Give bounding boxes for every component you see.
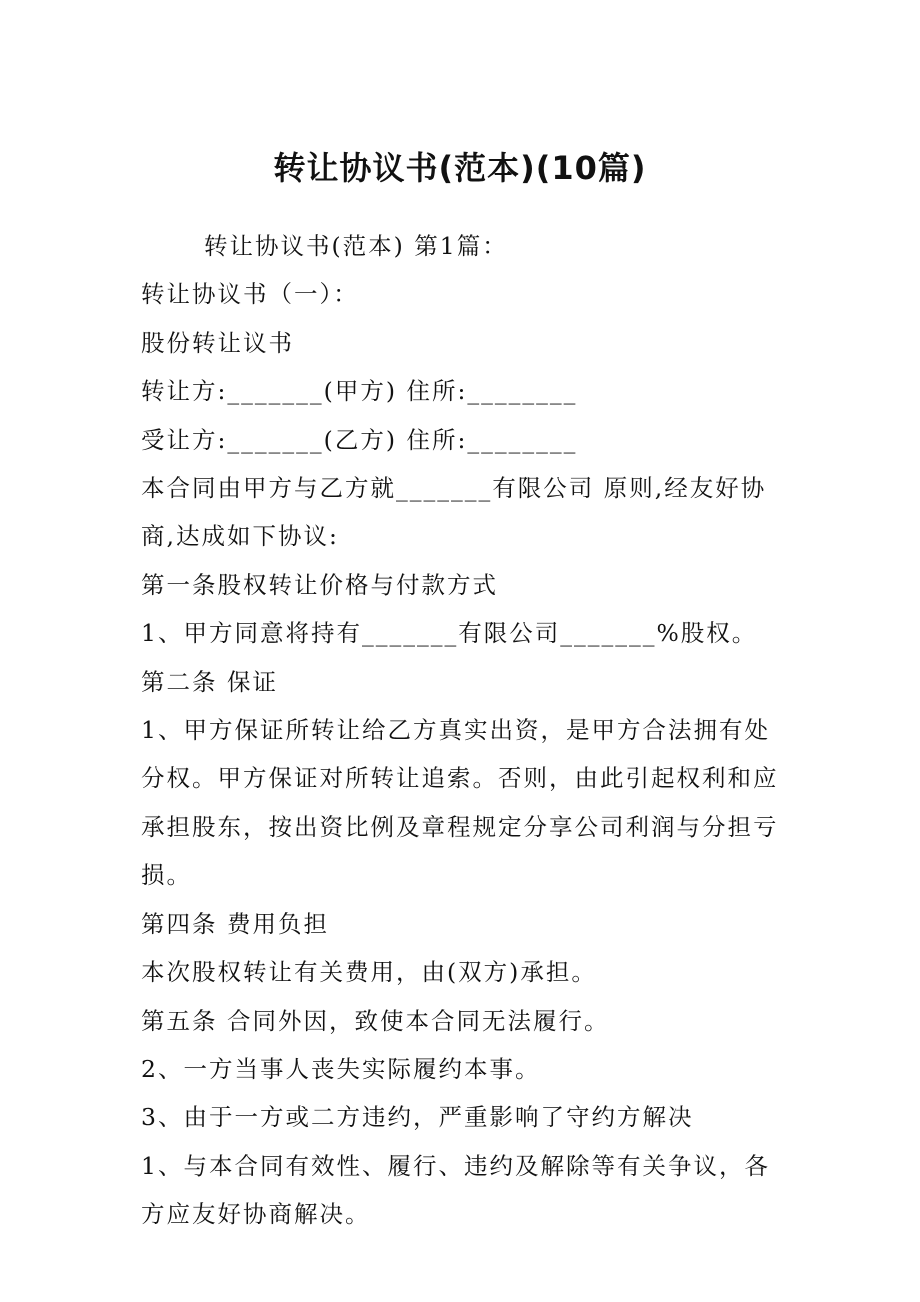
article-one-clause: 1、甲方同意将持有_______有限公司_______%股权。 — [141, 619, 758, 648]
article-four-heading: 第四条 费用负担 — [141, 909, 329, 938]
section-heading: 转让协议书(范本) 第1篇： — [204, 232, 508, 260]
preamble-paragraph: 本合同由甲方与乙方就_______有限公司 原则,经友好协商,达成如下协议: — [141, 474, 767, 551]
article-five-heading: 第五条 合同外因，致使本合同无法履行。 — [141, 1006, 610, 1035]
transferor-line: 转让方:_______(甲方) 住所:________ — [141, 377, 578, 406]
dispute-clause: 1、与本合同有效性、履行、违约及解除等有关争议，各方应友好协商解决。 — [141, 1151, 770, 1229]
article-two-heading: 第二条 保证 — [141, 667, 278, 696]
subsection-heading: 转让协议书（一）： — [141, 280, 359, 309]
document-body — [141, 222, 791, 1239]
article-five-clause-3: 3、由于一方或二方违约，严重影响了守约方解决 — [141, 1103, 694, 1132]
article-one-heading: 第一条股权转让价格与付款方式 — [141, 570, 498, 599]
document-title: 转让协议书(范本)(10篇) — [273, 149, 647, 187]
transferee-line: 受让方:_______(乙方) 住所:________ — [141, 425, 578, 454]
agreement-name: 股份转让议书 — [141, 328, 294, 357]
article-five-clause-2: 2、一方当事人丧失实际履约本事。 — [141, 1054, 541, 1083]
article-two-clause: 1、甲方保证所转让给乙方真实出资，是甲方合法拥有处分权。甲方保证对所转让追索。否则，由此引起权利和应承担股东，按出资比例及章程规定分享公司利润与分担亏损。 — [141, 716, 779, 890]
article-four-clause: 本次股权转让有关费用，由(双方)承担。 — [141, 958, 597, 987]
